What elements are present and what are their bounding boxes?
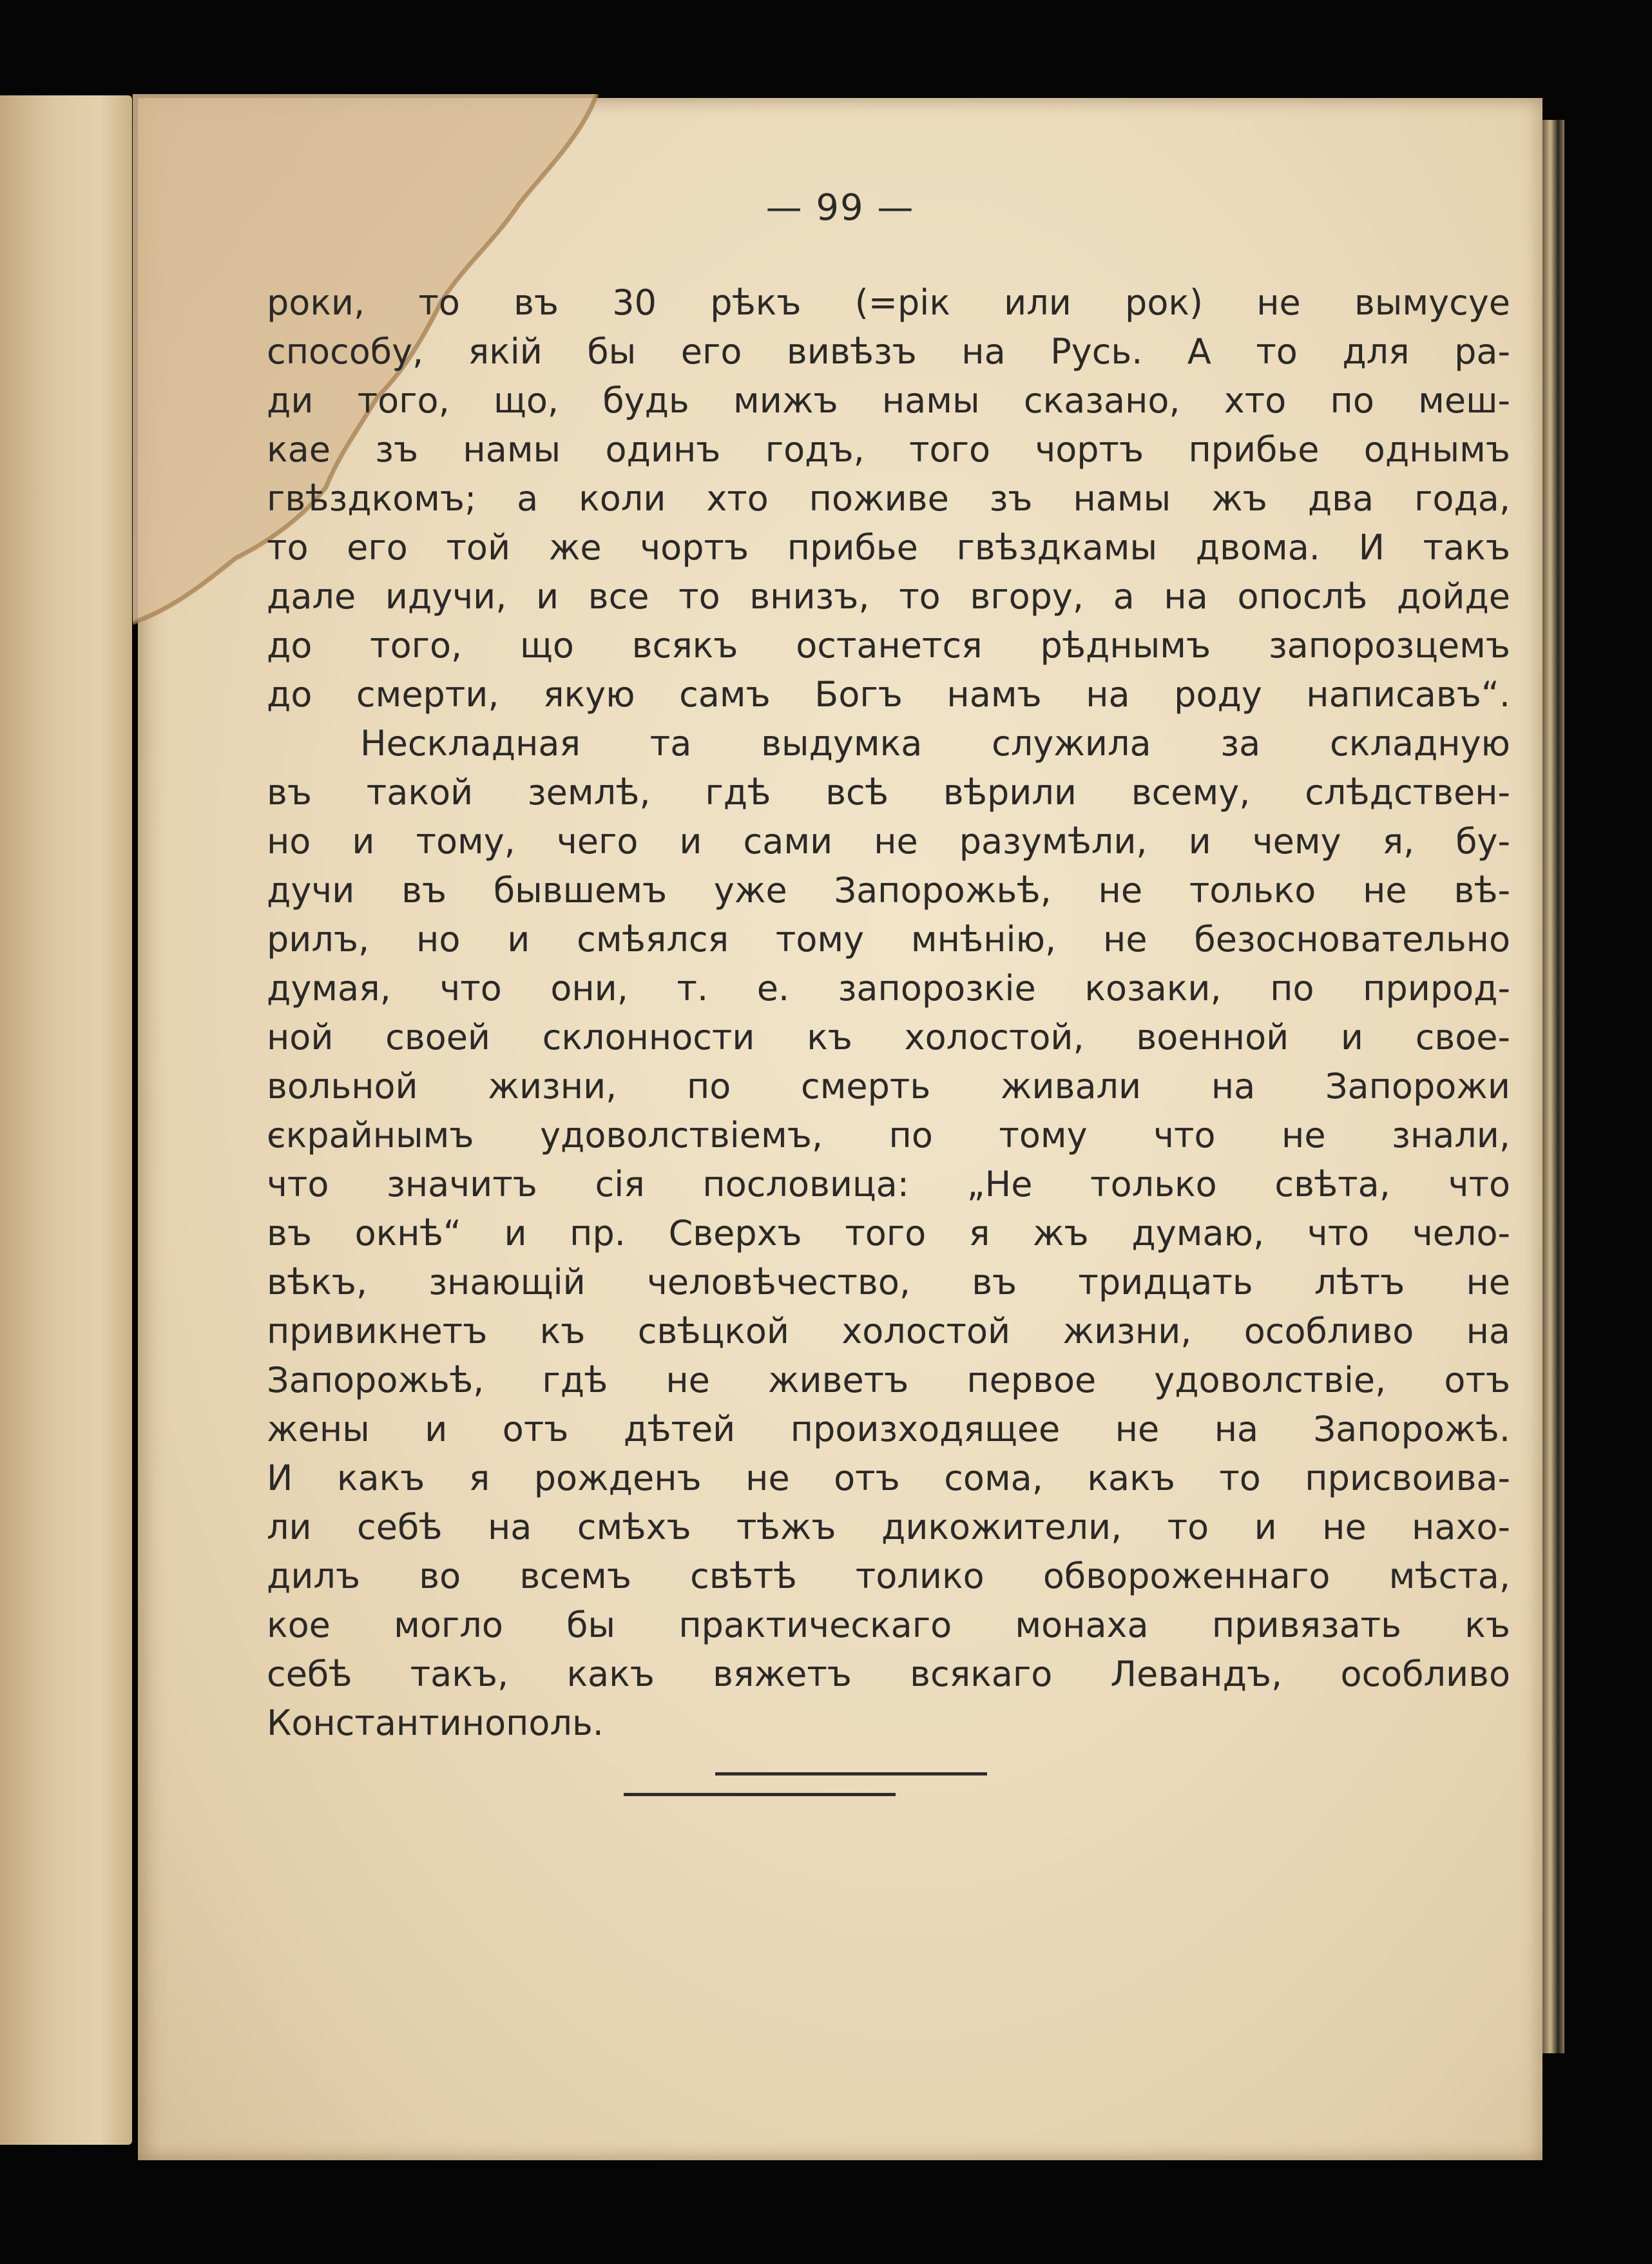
text-line: вольной жизни, по смерть живали на Запорожи — [267, 1066, 1510, 1107]
text-line: что значитъ сія пословица: „Не только свѣта, что — [267, 1164, 1510, 1205]
text-line: дучи въ бывшемъ уже Запорожьѣ, не только не вѣ- — [267, 870, 1510, 911]
text-line: рилъ, но и смѣялся тому мнѣнію, не безосновательно — [267, 919, 1510, 960]
text-line: кае зъ намы одинъ годъ, того чортъ прибье однымъ — [267, 429, 1510, 470]
text-line: дале идучи, и все то внизъ, то вгору, а на опослѣ дойде — [267, 576, 1510, 617]
text-line: ди того, що, будь мижъ намы сказано, хто по меш- — [267, 380, 1510, 421]
text-line: єкрайнымъ удоволствіемъ, по тому что не знали, — [267, 1115, 1510, 1156]
section-divider-bottom — [624, 1793, 896, 1796]
text-line: ной своей склонности къ холостой, военной и свое- — [267, 1017, 1510, 1058]
text-line: способу, якій бы его вивѣзъ на Русь. А то для ра- — [267, 331, 1510, 372]
text-line: Запорожьѣ, гдѣ не живетъ первое удоволствіе, отъ — [267, 1360, 1510, 1400]
text-line-last: Константинополь. — [267, 1703, 604, 1743]
text-line: привикнетъ къ свѣцкой холостой жизни, особливо на — [267, 1311, 1510, 1351]
text-line: то его той же чортъ прибье гвѣздкамы двома. И такъ — [267, 527, 1510, 568]
text-line: жены и отъ дѣтей произходящее не на Запорожѣ. — [267, 1409, 1510, 1449]
text-line: ли себѣ на смѣхъ тѣжъ дикожители, то и не нахо- — [267, 1507, 1510, 1547]
left-page-edge — [0, 95, 132, 2145]
text-line: до того, що всякъ останется рѣднымъ запорозцемъ — [267, 625, 1510, 666]
text-line: думая, что они, т. е. запорозкіе козаки, по природ- — [267, 968, 1510, 1009]
text-line: въ окнѣ“ и пр. Сверхъ того я жъ думаю, что чело- — [267, 1213, 1510, 1253]
text-line: роки, то въ 30 рѣкъ (=рік или рок) не вымусуе — [267, 282, 1510, 323]
text-line: дилъ во всемъ свѣтѣ толико обвороженнаго мѣста, — [267, 1556, 1510, 1596]
text-line: въ такой землѣ, гдѣ всѣ вѣрили всему, слѣдствен- — [267, 772, 1510, 813]
text-line: гвѣздкомъ; а коли хто поживе зъ намы жъ два года, — [267, 478, 1510, 519]
body-text — [267, 278, 1510, 1748]
text-line: вѣкъ, знающій человѣчество, въ тридцать лѣтъ не — [267, 1262, 1510, 1302]
paragraph-start-line: Нескладная та выдумка служила за складную — [360, 723, 1510, 764]
text-line: кое могло бы практическаго монаха привязать къ — [267, 1605, 1510, 1645]
text-line: И какъ я рожденъ не отъ сома, какъ то присвоива- — [267, 1458, 1510, 1498]
page-number: — 99 — — [765, 187, 915, 229]
text-line: но и тому, чего и сами не разумѣли, и чему я, бу- — [267, 821, 1510, 862]
book-page — [138, 98, 1542, 2160]
section-divider-top — [715, 1772, 987, 1775]
text-line: до смерти, якую самъ Богъ намъ на роду написавъ“. — [267, 674, 1510, 715]
text-line: себѣ такъ, какъ вяжетъ всякаго Левандъ, особливо — [267, 1654, 1510, 1694]
